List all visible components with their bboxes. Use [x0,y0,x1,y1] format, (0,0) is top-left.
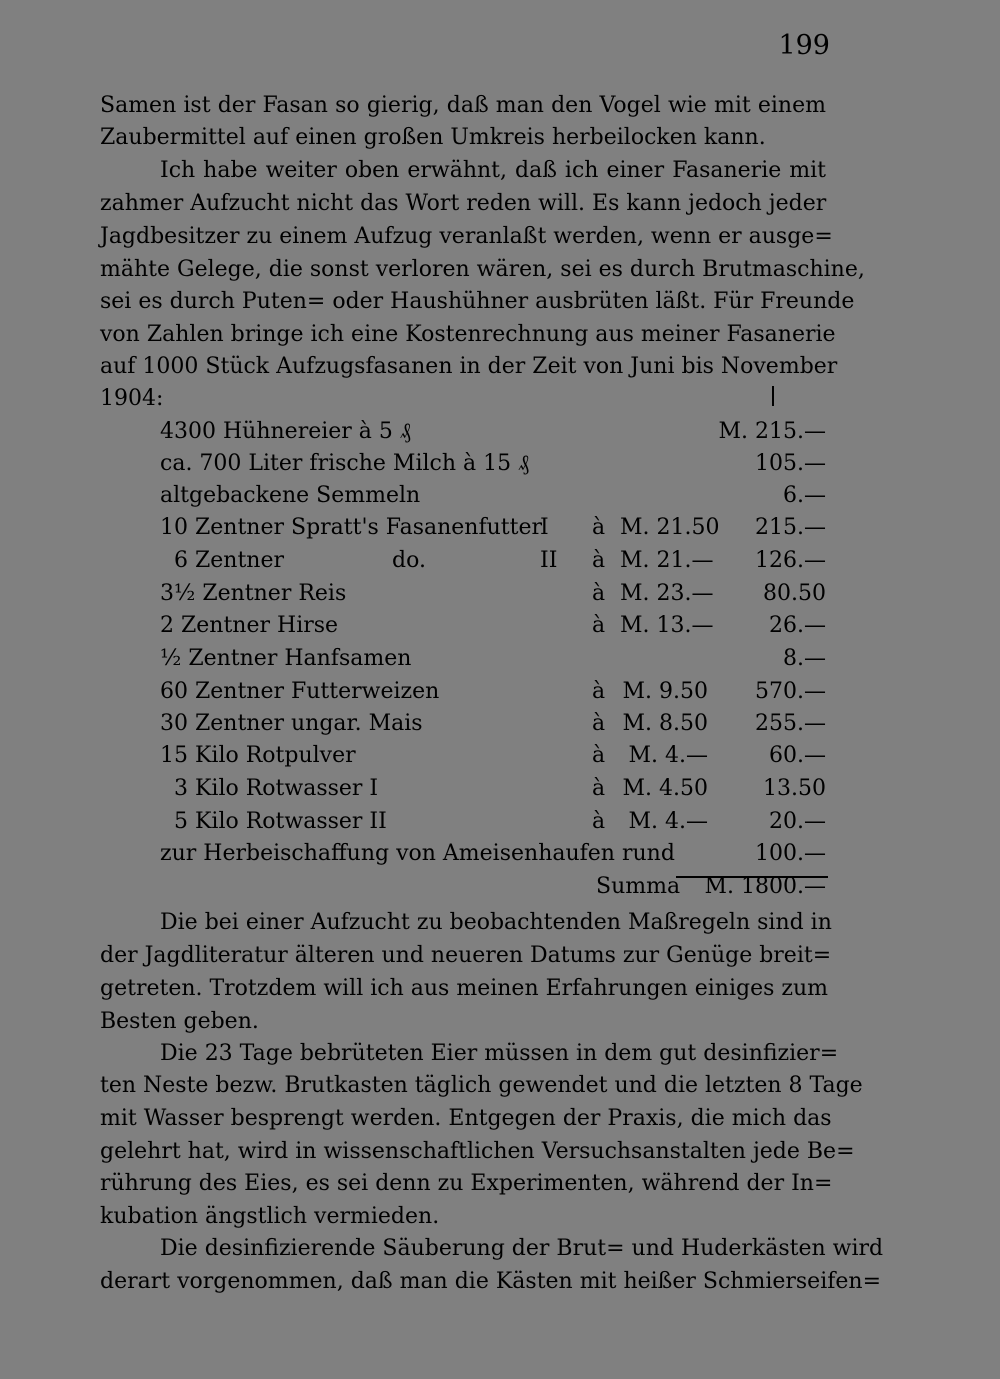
text-line: sei es durch Puten= oder Haushühner ausbrüten läßt. Für Freunde [100,289,855,314]
text-line: derart vorgenommen, daß man die Kästen mit heißer Schmierseifen= [100,1269,881,1294]
price-cell: M. 4.50 [622,776,708,801]
table-row [0,512,1000,544]
sum-label: Summa [596,874,681,899]
page-number: 199 [778,30,830,61]
text-line: mit Wasser besprengt werden. Entgegen der Praxis, die mich das [100,1106,832,1131]
amount-cell: 13.50 [763,776,826,801]
item-cell: 10 Zentner Spratt's Fasanenfutter [160,515,542,540]
item-cell: 2 Zentner Hirse [160,613,339,638]
text-line: Die bei einer Aufzucht zu beobachtenden Maßregeln sind in [160,910,832,935]
text-line: Besten geben. [100,1009,259,1034]
a-cell: à [592,679,606,704]
column-tick [772,386,774,406]
amount-cell: 80.50 [763,581,826,606]
text-line: ten Neste bezw. Brutkasten täglich gewendet und die letzten 8 Tage [100,1073,863,1098]
amount-cell: 215.— [755,515,826,540]
item-cell: 3 Kilo Rotwasser I [160,776,379,801]
table-row [0,708,1000,740]
text-line: Die desinfizierende Säuberung der Brut= und Huderkästen wird [160,1236,884,1261]
amount-cell: 26.— [769,613,826,638]
amount-cell: 60.— [769,743,826,768]
a-cell: à [592,743,606,768]
price-cell: M. 21.— [620,548,714,573]
grade-cell: II [540,548,558,573]
item-cell: 60 Zentner Futterweizen [160,679,440,704]
text-line: der Jagdliteratur älteren und neueren Datums zur Genüge breit= [100,943,832,968]
item-cell: 6 Zentner [160,548,284,573]
amount-cell: 255.— [755,711,826,736]
price-cell: M. 4.— [628,809,708,834]
a-cell: à [592,515,606,540]
a-cell: à [592,548,606,573]
table-row [0,806,1000,838]
price-cell: M. 23.— [620,581,714,606]
price-cell: M. 8.50 [622,711,708,736]
price-cell: M. 9.50 [622,679,708,704]
price-cell: M. 21.50 [620,515,720,540]
table-row [0,448,1000,480]
table-row [0,773,1000,805]
a-cell: à [592,809,606,834]
amount-cell: 105.— [755,451,826,476]
amount-cell: 126.— [755,548,826,573]
text-line: getreten. Trotzdem will ich aus meinen Erfahrungen einiges zum [100,976,828,1001]
price-cell: M. 4.— [628,743,708,768]
item-cell: 3½ Zentner Reis [160,581,347,606]
table-row [0,578,1000,610]
table-row [0,480,1000,512]
price-cell: M. 13.— [620,613,714,638]
item-cell: altgebackene Semmeln [160,483,421,508]
table-row [0,643,1000,675]
text-line: von Zahlen bringe ich eine Kostenrechnung aus meiner Fasanerie [100,322,836,347]
item-cell: ½ Zentner Hanfsamen [160,646,412,671]
text-line: Ich habe weiter oben erwähnt, daß ich einer Fasanerie mit [160,158,826,183]
grade-cell: I [540,515,549,540]
text-line: zahmer Aufzucht nicht das Wort reden will. Es kann jedoch jeder [100,191,827,216]
text-line: rührung des Eies, es sei denn zu Experimenten, während der In= [100,1171,833,1196]
item-cell: ca. 700 Liter frische Milch à 15 ₰ [160,451,530,476]
sum-row [0,871,1000,903]
text-line: Samen ist der Fasan so gierig, daß man den Vogel wie mit einem [100,93,826,118]
table-row [0,740,1000,772]
item-cell: zur Herbeischaffung von Ameisenhaufen rund [160,841,675,866]
a-cell: à [592,581,606,606]
table-row [0,610,1000,642]
text-line: gelehrt hat, wird in wissenschaftlichen Versuchsanstalten jede Be= [100,1139,855,1164]
a-cell: à [592,711,606,736]
table-row [0,545,1000,577]
text-line: Jagdbesitzer zu einem Aufzug veranlaßt werden, wenn er ausge= [100,224,833,249]
table-row [0,676,1000,708]
text-line: Die 23 Tage bebrüteten Eier müssen in dem gut desinfizier= [160,1041,839,1066]
table-row [0,416,1000,448]
a-cell: à [592,613,606,638]
amount-cell: 100.— [755,841,826,866]
item-cell: 15 Kilo Rotpulver [160,743,356,768]
item-cell: 4300 Hühnereier à 5 ₰ [160,419,411,444]
ditto-cell: do. [392,548,426,573]
item-cell: 5 Kilo Rotwasser II [160,809,387,834]
amount-cell: 6.— [783,483,826,508]
text-line: kubation ängstlich vermieden. [100,1204,440,1229]
text-line: auf 1000 Stück Aufzugsfasanen in der Zeit von Juni bis November [100,354,838,379]
text-line: mähte Gelege, die sonst verloren wären, sei es durch Brutmaschine, [100,257,865,282]
amount-cell: 20.— [769,809,826,834]
item-cell: 30 Zentner ungar. Mais [160,711,423,736]
amount-cell: 570.— [755,679,826,704]
table-row [0,838,1000,870]
a-cell: à [592,776,606,801]
amount-cell: M. 215.— [718,419,826,444]
text-line: 1904: [100,386,164,411]
sum-amount: M. 1800.— [704,874,826,899]
amount-cell: 8.— [783,646,826,671]
text-line: Zaubermittel auf einen großen Umkreis herbeilocken kann. [100,125,766,150]
